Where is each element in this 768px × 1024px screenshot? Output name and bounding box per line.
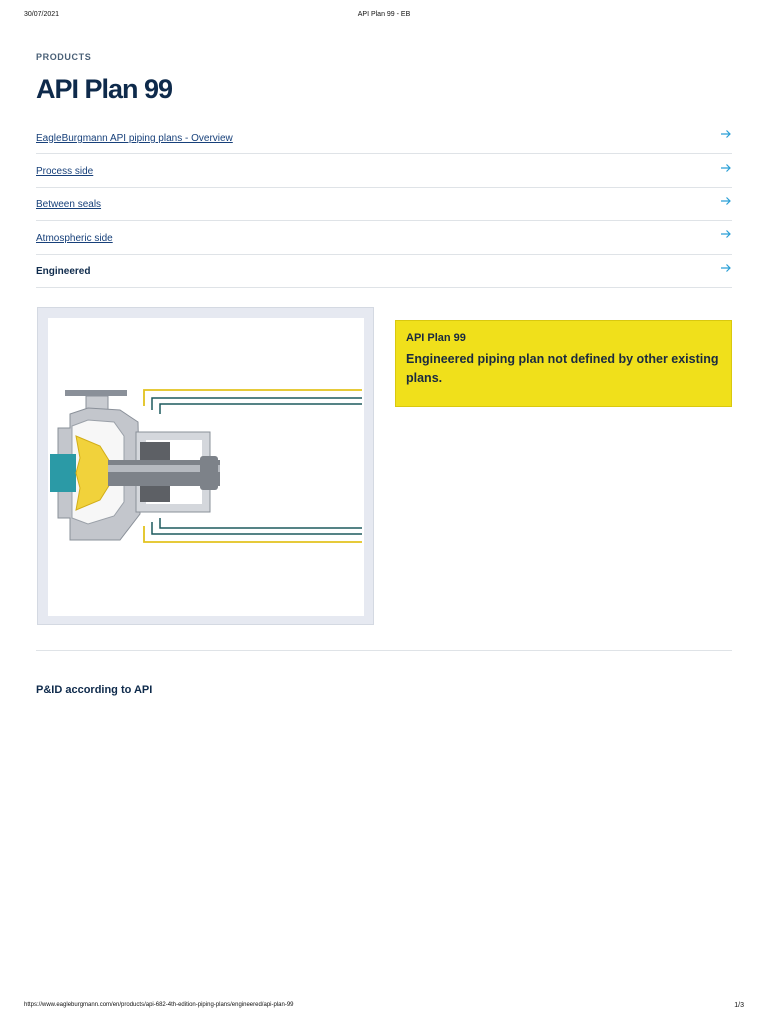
nav-item-between-seals[interactable] (36, 188, 732, 221)
print-footer (24, 1002, 744, 1012)
nav-link-overview[interactable]: EagleBurgmann API piping plans - Overview (36, 132, 233, 144)
print-header (24, 11, 744, 21)
pump-illustration-frame (37, 307, 374, 625)
piping-plan-nav (36, 121, 732, 288)
nav-link-engineered[interactable]: Engineered (36, 266, 91, 278)
print-page-title: API Plan 99 - EB (357, 11, 411, 18)
eyebrow-label: PRODUCTS (36, 52, 92, 62)
arrow-right-icon[interactable] (710, 162, 732, 176)
nav-item-atmospheric-side[interactable] (36, 221, 732, 254)
arrow-right-icon[interactable] (710, 128, 732, 142)
arrow-right-icon[interactable] (710, 228, 732, 242)
pump-seal-illustration (48, 318, 364, 616)
print-page-number: 1/3 (734, 1002, 744, 1009)
nav-link-atmospheric-side[interactable]: Atmospheric side (36, 232, 113, 244)
page-title: API Plan 99 (36, 74, 173, 104)
info-box-title: API Plan 99 (406, 332, 466, 344)
pid-section-heading: P&ID according to API (36, 684, 153, 696)
pump-seal-cross-section-icon (48, 318, 364, 616)
nav-link-between-seals[interactable]: Between seals (36, 199, 102, 211)
print-date: 30/07/2021 (24, 11, 60, 18)
nav-item-engineered[interactable] (36, 255, 732, 288)
section-divider (36, 650, 732, 651)
arrow-right-icon[interactable] (710, 195, 732, 209)
print-url: https://www.eagleburgmann.com/en/products/api-682-4th-edition-piping-plans/engineered/api-plan-99 (24, 1002, 294, 1008)
nav-link-process-side[interactable]: Process side (36, 166, 94, 178)
nav-item-overview[interactable] (36, 121, 732, 154)
plan-info-box (395, 320, 732, 407)
nav-item-process-side[interactable] (36, 154, 732, 187)
info-box-description: Engineered piping plan not defined by other existing plans. (406, 352, 719, 385)
arrow-right-icon[interactable] (710, 262, 732, 276)
